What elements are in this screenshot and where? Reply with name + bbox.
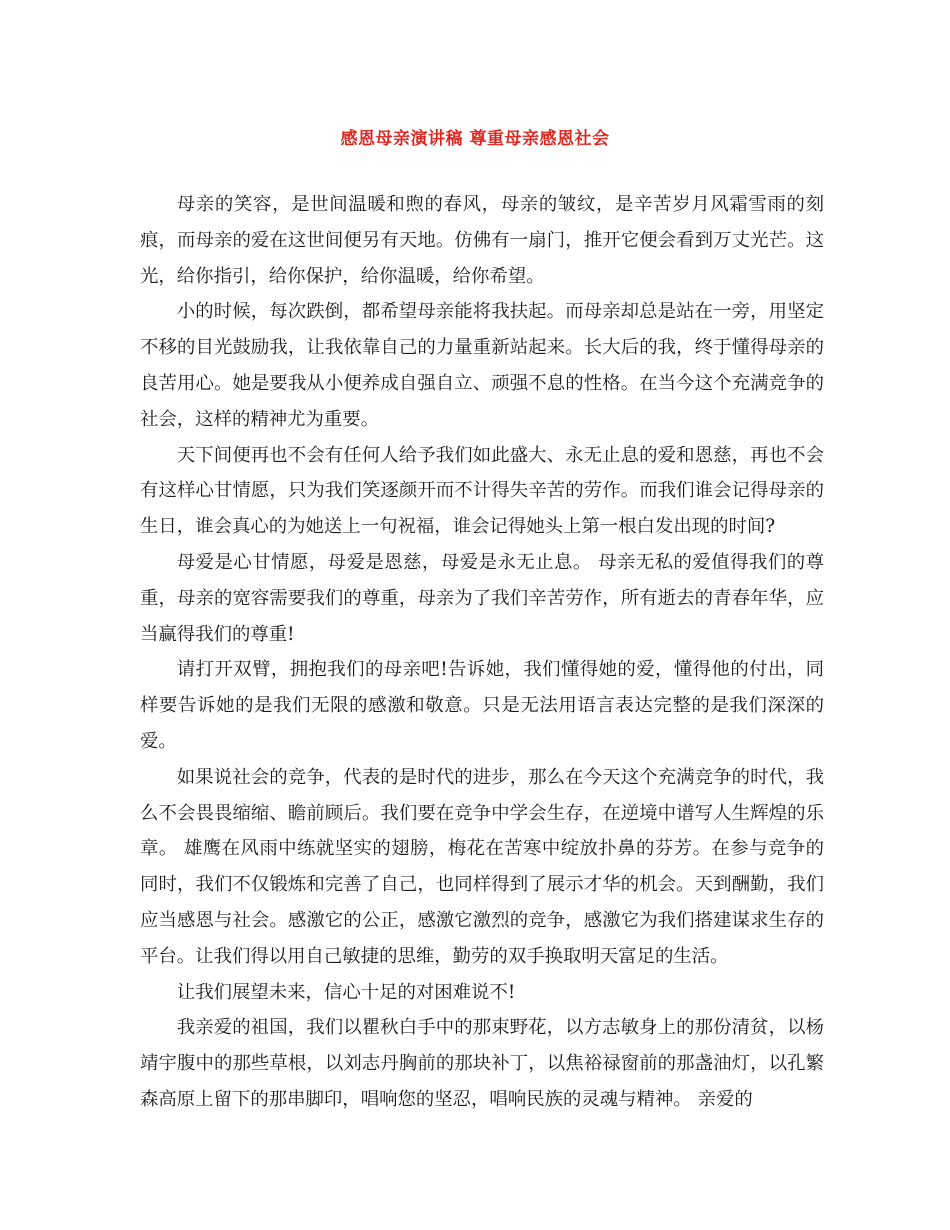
paragraph-5: 请打开双臂，拥抱我们的母亲吧!告诉她，我们懂得她的爱，懂得他的付出，同样要告诉她的是我们无限的感激和敬意。只是无法用语言表达完整的是我们深深的爱。	[140, 659, 824, 752]
paragraph-7: 让我们展望未来，信心十足的对困难说不!	[176, 981, 516, 1003]
paragraph-3: 天下间便再也不会有任何人给予我们如此盛大、永无止息的爱和恩慈，再也不会有这样心甘情愿，只为我们笑逐颜开而不计得失辛苦的劳作。而我们谁会记得母亲的生日，谁会真心的为她送上一句祝福，谁会记得她头上第一根白发出现的时间?	[140, 444, 824, 538]
document-body	[140, 187, 824, 1118]
paragraph-4: 母爱是心甘情愿，母爱是恩慈，母爱是永无止息。 母亲无私的爱值得我们的尊重，母亲的宽容需要我们的尊重，母亲为了我们辛苦劳作，所有逝去的青春年华，应当赢得我们的尊重!	[140, 551, 824, 645]
paragraph-1: 母亲的笑容，是世间温暖和煦的春风，母亲的皱纹，是辛苦岁月风霜雪雨的刻痕，而母亲的爱在这世间便另有天地。仿佛有一扇门，推开它便会看到万丈光芒。这光，给你指引，给你保护，给你温暖，给你希望。	[140, 194, 824, 287]
paragraph-2: 小的时候，每次跌倒，都希望母亲能将我扶起。而母亲却总是站在一旁，用坚定不移的目光鼓励我，让我依靠自己的力量重新站起来。长大后的我，终于懂得母亲的良苦用心。她是要我从小便养成自强自立、顽强不息的性格。在当今这个充满竞争的社会，这样的精神尤为重要。	[140, 301, 824, 430]
document-title: 感恩母亲演讲稿 尊重母亲感恩社会	[340, 129, 610, 149]
paragraph-6: 如果说社会的竞争，代表的是时代的进步，那么在今天这个充满竞争的时代，我么不会畏畏缩缩、瞻前顾后。我们要在竞争中学会生存，在逆境中谱写人生辉煌的乐章。 雄鹰在风雨中练就坚实的翅膀，梅花在苦寒中绽放扑鼻的芬芳。在参与竞争的同时，我们不仅锻炼和完善了自己，也同样得到了展示才华的机会。天到酬勤，我们应当感恩与社会。感激它的公正，感激它激烈的竞争，感激它为我们搭建谋求生存的平台。让我们得以用自己敏捷的思维，勤劳的双手换取明天富足的生活。	[140, 766, 824, 967]
paragraph-8: 我亲爱的祖国，我们以瞿秋白手中的那束野花，以方志敏身上的那份清贫，以杨靖宇腹中的那些草根，以刘志丹胸前的那块补丁，以焦裕禄窗前的那盏油灯，以孔繁森高原上留下的那串脚印，唱响您的坚忍，唱响民族的灵魂与精神。 亲爱的	[140, 1017, 824, 1110]
